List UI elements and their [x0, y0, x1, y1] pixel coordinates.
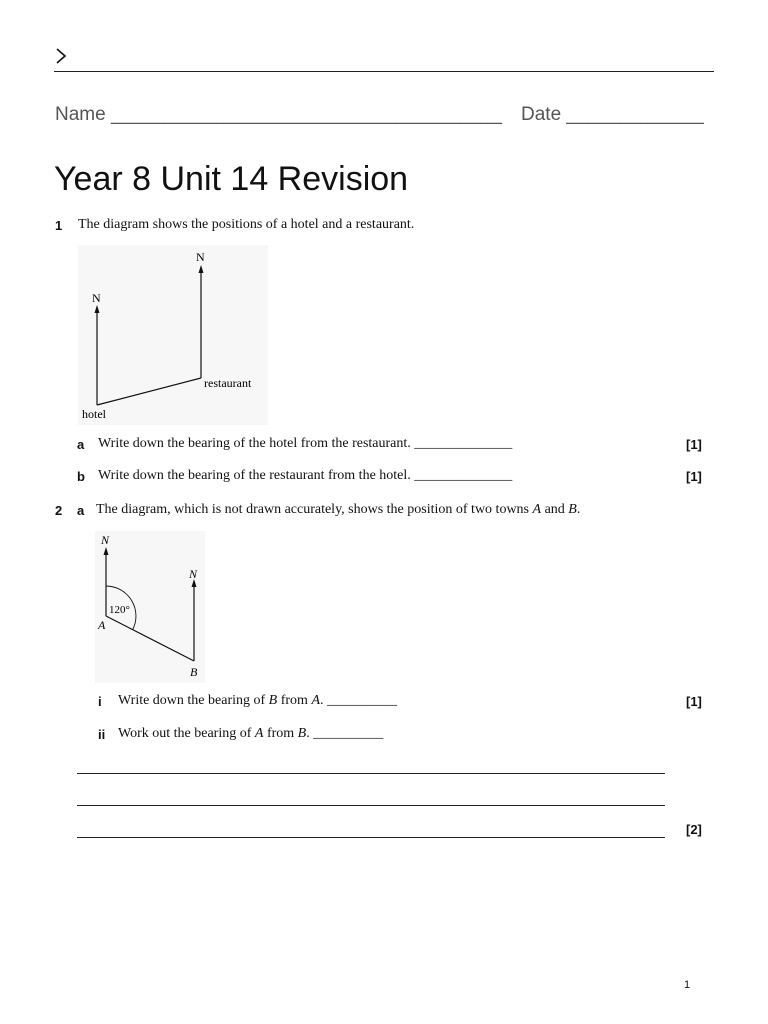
q2-stem-pre: The diagram, which is not drawn accurately, shows the position of two towns [96, 502, 533, 517]
q1a-marks: [1] [686, 437, 702, 452]
q2ai-v2: A [311, 693, 321, 708]
question-2-number: 2 [55, 503, 63, 518]
q2ai-mid: from [277, 693, 312, 708]
hotel-label: hotel [82, 407, 106, 421]
q2aii-marks: [2] [686, 822, 702, 837]
question-1-number: 1 [55, 218, 63, 233]
q2aii-post: . __________ [306, 726, 384, 741]
town-a-label: A [98, 618, 106, 632]
q2ai-marks: [1] [686, 694, 702, 709]
q1a-label: a [77, 437, 85, 452]
name-row [55, 104, 502, 126]
header-rule [54, 71, 714, 72]
date-blank: _____________ [566, 104, 704, 125]
q1b-marks: [1] [686, 469, 702, 484]
page-title: Year 8 Unit 14 Revision [54, 160, 409, 198]
q2aii-v2: B [297, 726, 307, 741]
hotel-north-label: N [92, 291, 101, 305]
q1b-text: Write down the bearing of the restaurant from the hotel. ______________ [98, 468, 513, 483]
date-row [521, 104, 704, 126]
question-1-stem: The diagram shows the positions of a hotel and a restaurant. [78, 217, 415, 232]
q2aii-v1: A [254, 726, 264, 741]
angle-label: 120° [109, 604, 130, 616]
q2-stem-post: . [576, 502, 581, 517]
q2-stem-mid: and [541, 502, 569, 517]
q2ai-v1: B [268, 693, 278, 708]
question-2-stem [96, 502, 580, 518]
q2aii-label: ii [98, 727, 106, 742]
answer-line[interactable] [77, 773, 665, 774]
chevron-right-icon [54, 44, 68, 68]
b-north-label: N [189, 567, 198, 581]
q2ai-pre: Write down the bearing of [118, 693, 269, 708]
name-blank: _____________________________________ [110, 104, 502, 125]
page-number: 1 [684, 979, 691, 991]
q2aii-text [118, 726, 383, 742]
a-north-label: N [101, 533, 110, 547]
hotel-restaurant-diagram [78, 245, 268, 425]
q2a-label: a [77, 503, 85, 518]
answer-line[interactable] [77, 805, 665, 806]
q1a-text: Write down the bearing of the hotel from the restaurant. ______________ [98, 436, 513, 451]
q2ai-post: . __________ [320, 693, 398, 708]
date-label: Date [521, 104, 562, 125]
q2ai-label: i [98, 694, 102, 709]
q2-town-b: B [568, 502, 577, 517]
town-b-label: B [190, 665, 198, 679]
restaurant-north-label: N [196, 250, 205, 264]
towns-bearing-diagram [95, 531, 205, 683]
q2aii-pre: Work out the bearing of [118, 726, 255, 741]
answer-line[interactable] [77, 837, 665, 838]
q1b-label: b [77, 469, 85, 484]
q2-town-a: A [532, 502, 542, 517]
q2ai-text [118, 693, 397, 709]
name-label: Name [55, 104, 106, 125]
restaurant-label: restaurant [204, 376, 252, 390]
q2aii-mid: from [263, 726, 298, 741]
